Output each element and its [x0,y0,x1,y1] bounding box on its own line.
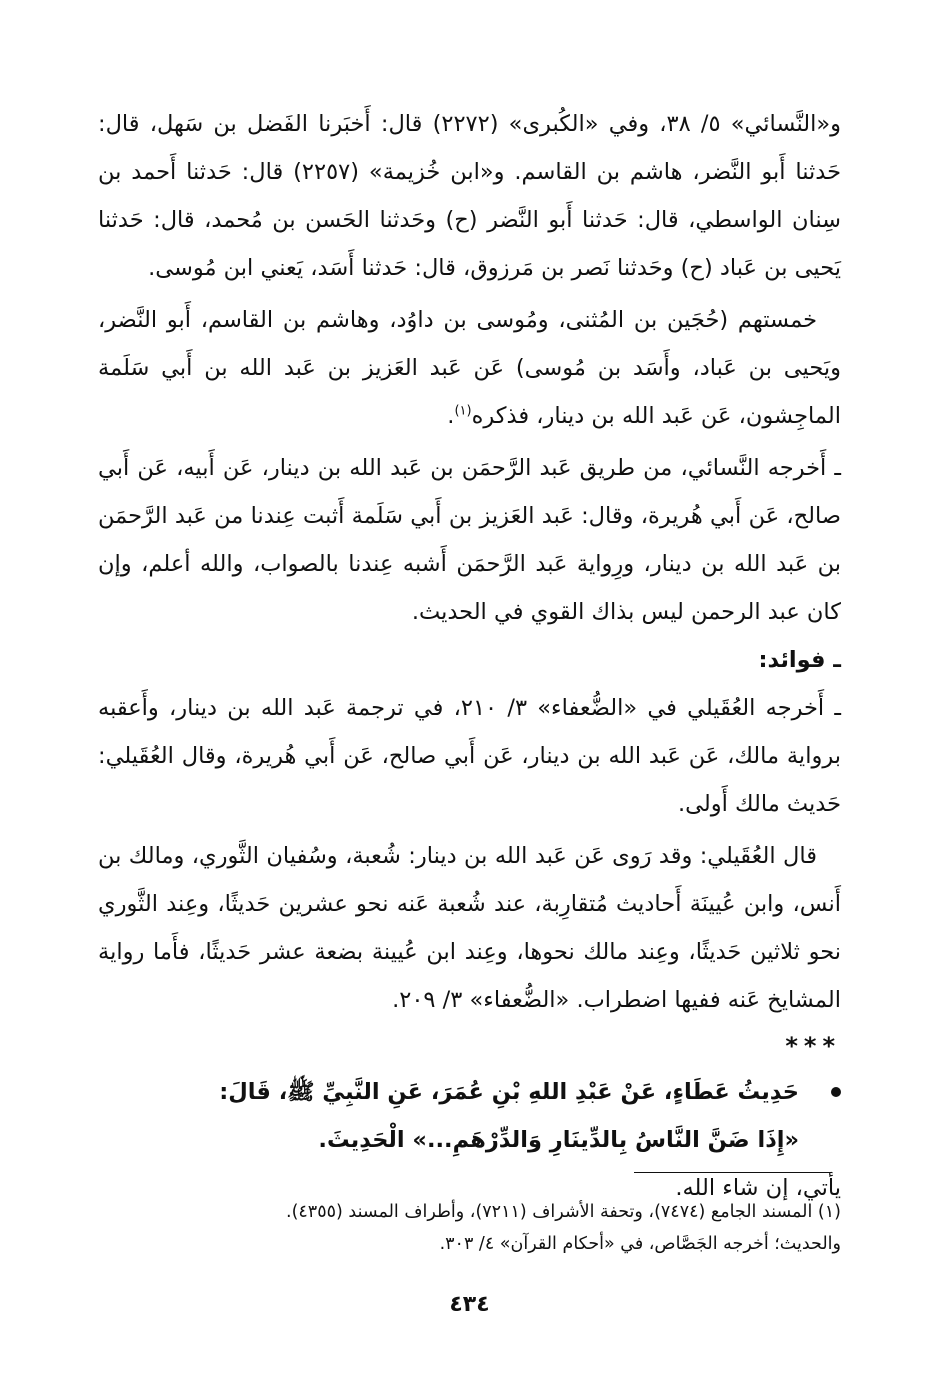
footnote-divider [634,1172,832,1173]
footnote-reference[interactable]: (١) [454,403,472,419]
paragraph-uqayli-quote: قال العُقَيلي: وقد رَوى عَن عَبد الله بن دينار: شُعبة، وسُفيان الثَّوري، ومالك بن أَنس، وابن عُيينَة أَحاديث مُتقارِبة، عند شُعبة عَنه نحو عشرين حَديثًا، وعِند الثَّوري نحو ثلاثين حَديثًا، وعِند مالك نحوها، وعِند ابن عُيينة بضعة عشر حَديثًا، فأَما رواية المشايخ عَنه ففيها اضطراب. «الضُّعفاء» ٣/ ٢٠٩. [98,843,841,1013]
closing-line: يأتي، إن شاء الله. [675,1175,841,1201]
main-text [98,100,841,1212]
hadith-chain: حَدِيثُ عَطَاءٍ، عَنْ عَبْدِ اللهِ بْنِ عُمَرَ، عَنِ النَّبِيِّ ﷺ، قَالَ: [219,1079,799,1105]
footnote-1: (١) المسند الجامع (٧٤٧٤)، وتحفة الأشراف (٧٢١١)، وأطراف المسند (٤٣٥٥). [286,1202,841,1222]
hadith-text: «إِذَا ضَنَّ النَّاسُ بِالدِّينَارِ وَالدِّرْهَمِ...» الْحَدِيثَ. [318,1127,799,1153]
footnotes [98,1196,841,1260]
paragraph-uqayli: ـ أَخرجه العُقَيلي في «الضُّعفاء» ٣/ ٢١٠، في ترجمة عَبد الله بن دينار، وأَعقبه برواية مالك، عَن عَبد الله بن دينار، عَن أَبي صالح، عَن أَبي هُريرة، وقال العُقَيلي: حَديث مالك أَولى. [98,695,841,817]
bullet-icon [831,1087,841,1097]
footnote-2: والحديث؛ أخرجه الجَصَّاص، في «أحكام القرآن» ٤/ ٣٠٣. [439,1234,841,1254]
page-number: ٤٣٤ [449,1292,490,1317]
paragraph-nasai-note: ـ أَخرجه النَّسائي، من طريق عَبد الرَّحمَن بن عَبد الله بن دينار، عَن أَبيه، عَن أَبي صالح، عَن أَبي هُريرة، وقال: عَبد العَزيز بن أَبي سَلَمة أَثبت عِندنا من عَبد الرَّحمَن بن عَبد الله بن دينار، ورِواية عَبد الرَّحمَن أَشبه عِندنا بالصواب، والله أعلم، وإن كان عبد الرحمن ليس بذاك القوي في الحديث. [98,455,841,625]
paragraph-chain-summary [98,296,841,440]
chain-summary-end: . [447,403,455,429]
hadith-entry [98,1068,841,1164]
chain-summary-text: خمستهم (حُجَين بن المُثنى، ومُوسى بن داوُد، وهاشم بن القاسم، أَبو النَّضر، ويَحيى بن عَباد، وأَسَد بن مُوسى) عَن عَبد العَزيز بن عَبد الله بن أَبي سَلَمة الماجِشون، عَن عَبد الله بن دينار، فذكره [98,307,841,429]
section-separator: *** [785,1032,841,1060]
section-heading-benefits: ـ فوائد: [758,647,841,673]
paragraph-sources: و«النَّسائي» ٥/ ٣٨، وفي «الكُبرى» (٢٢٧٢) قال: أَخبَرنا الفَضل بن سَهل، قال: حَدثنا أَبو النَّضر، هاشم بن القاسم. و«ابن خُزيمة» (٢٢٥٧) قال: حَدثنا أَحمد بن سِنان الواسطي، قال: حَدثنا أَبو النَّضر (ح) وحَدثنا الحَسن بن مُحمد، قال: حَدثنا يَحيى بن عَباد (ح) وحَدثنا نَصر بن مَرزوق، قال: حَدثنا أَسَد، يَعني ابن مُوسى. [98,111,841,281]
